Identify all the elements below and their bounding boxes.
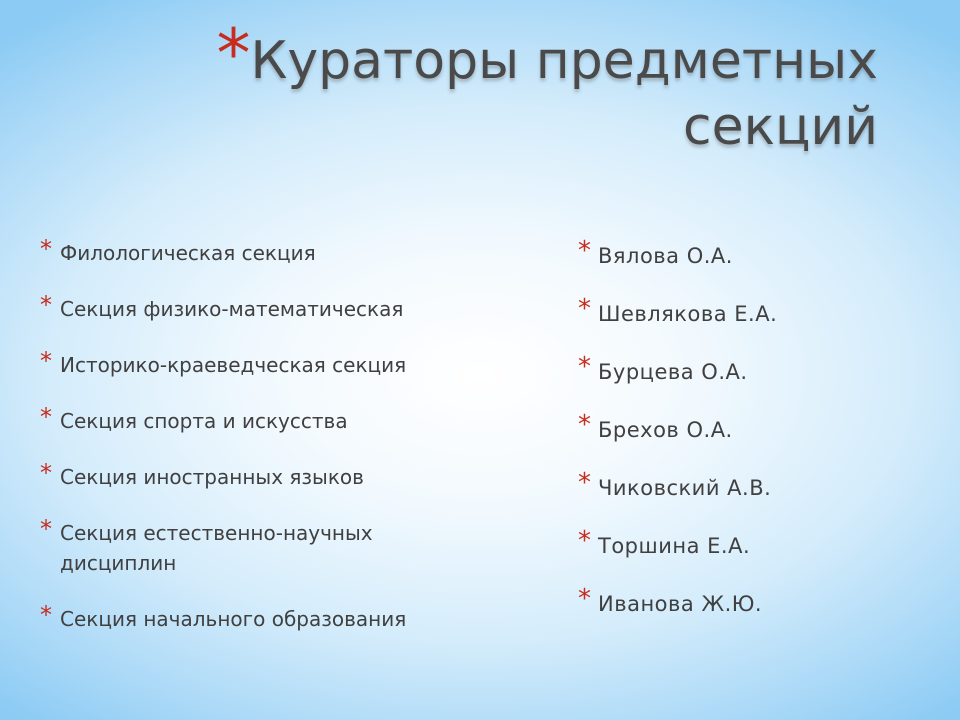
- section-name: Филологическая секция: [60, 241, 316, 265]
- asterisk-bullet-icon: *: [40, 403, 52, 431]
- list-item: [40, 235, 490, 268]
- list-item: [578, 410, 918, 446]
- asterisk-bullet-icon: *: [40, 235, 52, 263]
- list-item: [578, 294, 918, 330]
- list-item: [40, 403, 490, 436]
- curator-name: Шевлякова Е.А.: [598, 302, 778, 326]
- list-item: [40, 601, 490, 634]
- section-name: Секция естественно-научных дисциплин: [60, 521, 373, 575]
- asterisk-bullet-icon: *: [40, 515, 52, 543]
- asterisk-bullet-icon: *: [578, 468, 592, 498]
- section-name: Секция спорта и искусства: [60, 409, 348, 433]
- asterisk-bullet-icon: *: [40, 347, 52, 375]
- curator-name: Иванова Ж.Ю.: [598, 592, 763, 616]
- curator-name: Чиковский А.В.: [598, 476, 772, 500]
- list-item: [40, 515, 490, 578]
- asterisk-bullet-icon: *: [578, 352, 592, 382]
- asterisk-bullet-icon: *: [40, 291, 52, 319]
- title-star-icon: *: [216, 15, 251, 94]
- asterisk-bullet-icon: *: [578, 294, 592, 324]
- section-name: Секция физико-математическая: [60, 297, 404, 321]
- curator-name: Вялова О.А.: [598, 244, 733, 268]
- curator-name: Брехов О.А.: [598, 418, 733, 442]
- asterisk-bullet-icon: *: [40, 601, 52, 629]
- curators-list: [578, 236, 918, 646]
- list-item: [578, 236, 918, 272]
- asterisk-bullet-icon: *: [578, 410, 592, 440]
- section-name: Историко-краеведческая секция: [60, 353, 407, 377]
- asterisk-bullet-icon: *: [578, 584, 592, 614]
- section-name: Секция начального образования: [60, 607, 407, 631]
- curator-name: Бурцева О.А.: [598, 360, 748, 384]
- slide-title: [118, 15, 878, 160]
- list-item: [40, 347, 490, 380]
- curator-name: Торшина Е.А.: [598, 534, 751, 558]
- slide-title-text: Кураторы предметных секций: [250, 31, 878, 157]
- sections-list: [40, 235, 490, 634]
- list-item: [40, 291, 490, 324]
- list-item: [40, 459, 490, 492]
- asterisk-bullet-icon: *: [578, 526, 592, 556]
- list-item: [578, 468, 918, 504]
- list-item: [578, 352, 918, 388]
- section-name: Секция иностранных языков: [60, 465, 364, 489]
- asterisk-bullet-icon: *: [40, 459, 52, 487]
- list-item: [578, 584, 918, 620]
- asterisk-bullet-icon: *: [578, 236, 592, 266]
- list-item: [578, 526, 918, 562]
